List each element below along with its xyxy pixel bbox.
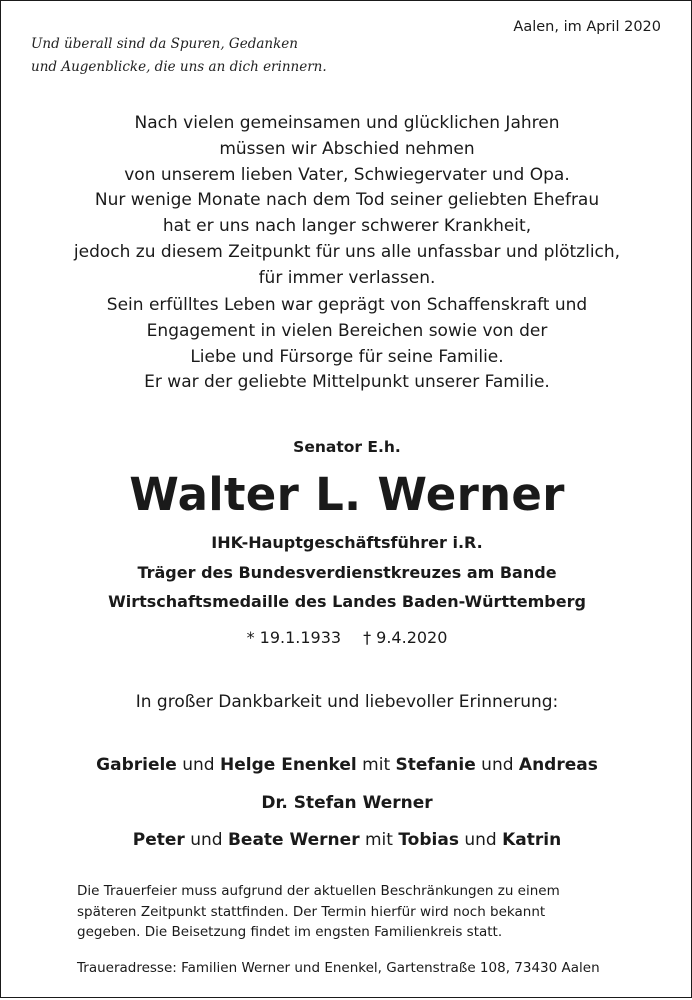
tribute-line: Er war der geliebte Mittelpunkt unserer Familie. xyxy=(144,372,550,393)
honorific: Senator E.h. xyxy=(293,438,401,456)
mourners-list xyxy=(1,747,692,860)
intro-line: von unserem lieben Vater, Schwiegervater und Opa. xyxy=(124,164,570,185)
mourners-line xyxy=(1,747,692,785)
intro-line: Nach vielen gemeinsamen und glücklichen Jahren xyxy=(134,113,560,133)
mourners-line xyxy=(1,822,692,860)
intro-paragraph xyxy=(1,111,692,292)
title-line: Wirtschaftsmedaille des Landes Baden-Württemberg xyxy=(108,592,586,611)
tribute-line: Engagement in vielen Bereichen sowie von der xyxy=(146,320,548,341)
mourner-name: Andreas xyxy=(518,755,598,775)
connector-text: und xyxy=(184,830,228,850)
birth-date: * 19.1.1933 xyxy=(246,628,342,647)
mourner-name: Helge Enenkel xyxy=(220,755,357,775)
death-date: † 9.4.2020 xyxy=(363,628,448,647)
tribute-paragraph xyxy=(1,293,692,396)
title-line: Träger des Bundesverdienstkreuzes am Bande xyxy=(137,562,557,582)
connector-text: mit xyxy=(359,830,399,850)
intro-line: müssen wir Abschied nehmen xyxy=(219,138,475,159)
mourner-name: Gabriele xyxy=(96,755,177,775)
notice-line: späteren Zeitpunkt stattfinden. Der Termin hierfür wird noch bekannt xyxy=(77,903,546,920)
intro-line: Nur wenige Monate nach dem Tod seiner geliebten Ehefrau xyxy=(94,190,600,211)
intro-line: für immer verlassen. xyxy=(258,267,436,288)
mourner-name: Peter xyxy=(132,830,185,850)
deceased-name: Walter L. Werner xyxy=(129,468,565,521)
mourning-address: Traueradresse: Familien Werner und Enenkel, Gartenstraße 108, 73430 Aalen xyxy=(77,960,600,976)
memorial-quote xyxy=(31,33,351,79)
mourner-name: Tobias xyxy=(398,830,459,850)
mourners-line xyxy=(1,785,692,823)
deceased-titles xyxy=(1,528,692,617)
connector-text: mit xyxy=(356,755,396,775)
title-line: IHK-Hauptgeschäftsführer i.R. xyxy=(211,533,483,552)
notice-line: Die Trauerfeier muss aufgrund der aktuellen Beschränkungen zu einem xyxy=(77,883,560,899)
connector-text: und xyxy=(176,755,220,775)
tribute-line: Liebe und Fürsorge für seine Familie. xyxy=(190,346,504,367)
notice-line: gegeben. Die Beisetzung findet im engsten Familienkreis statt. xyxy=(77,924,503,940)
quote-line: Und überall sind da Spuren, Gedanken xyxy=(31,36,298,52)
funeral-notice xyxy=(77,881,560,943)
intro-line: hat er uns nach langer schwerer Krankheit, xyxy=(162,216,532,237)
quote-line: und Augenblicke, die uns an dich erinnern. xyxy=(31,59,327,75)
intro-line: jedoch zu diesem Zeitpunkt für uns alle unfassbar und plötzlich, xyxy=(73,241,621,262)
connector-text: und xyxy=(475,755,519,775)
tribute-line: Sein erfülltes Leben war geprägt von Schaffenskraft und xyxy=(106,295,588,315)
mourner-name: Beate Werner xyxy=(227,830,360,850)
dateline: Aalen, im April 2020 xyxy=(513,19,661,35)
thanks-line: In großer Dankbarkeit und liebevoller Erinnerung: xyxy=(135,692,559,712)
mourner-name: Katrin xyxy=(502,830,562,850)
connector-text: und xyxy=(458,830,503,850)
mourner-name: Stefanie xyxy=(395,755,476,775)
mourner-name: Dr. Stefan Werner xyxy=(261,792,433,813)
life-dates xyxy=(1,626,692,650)
